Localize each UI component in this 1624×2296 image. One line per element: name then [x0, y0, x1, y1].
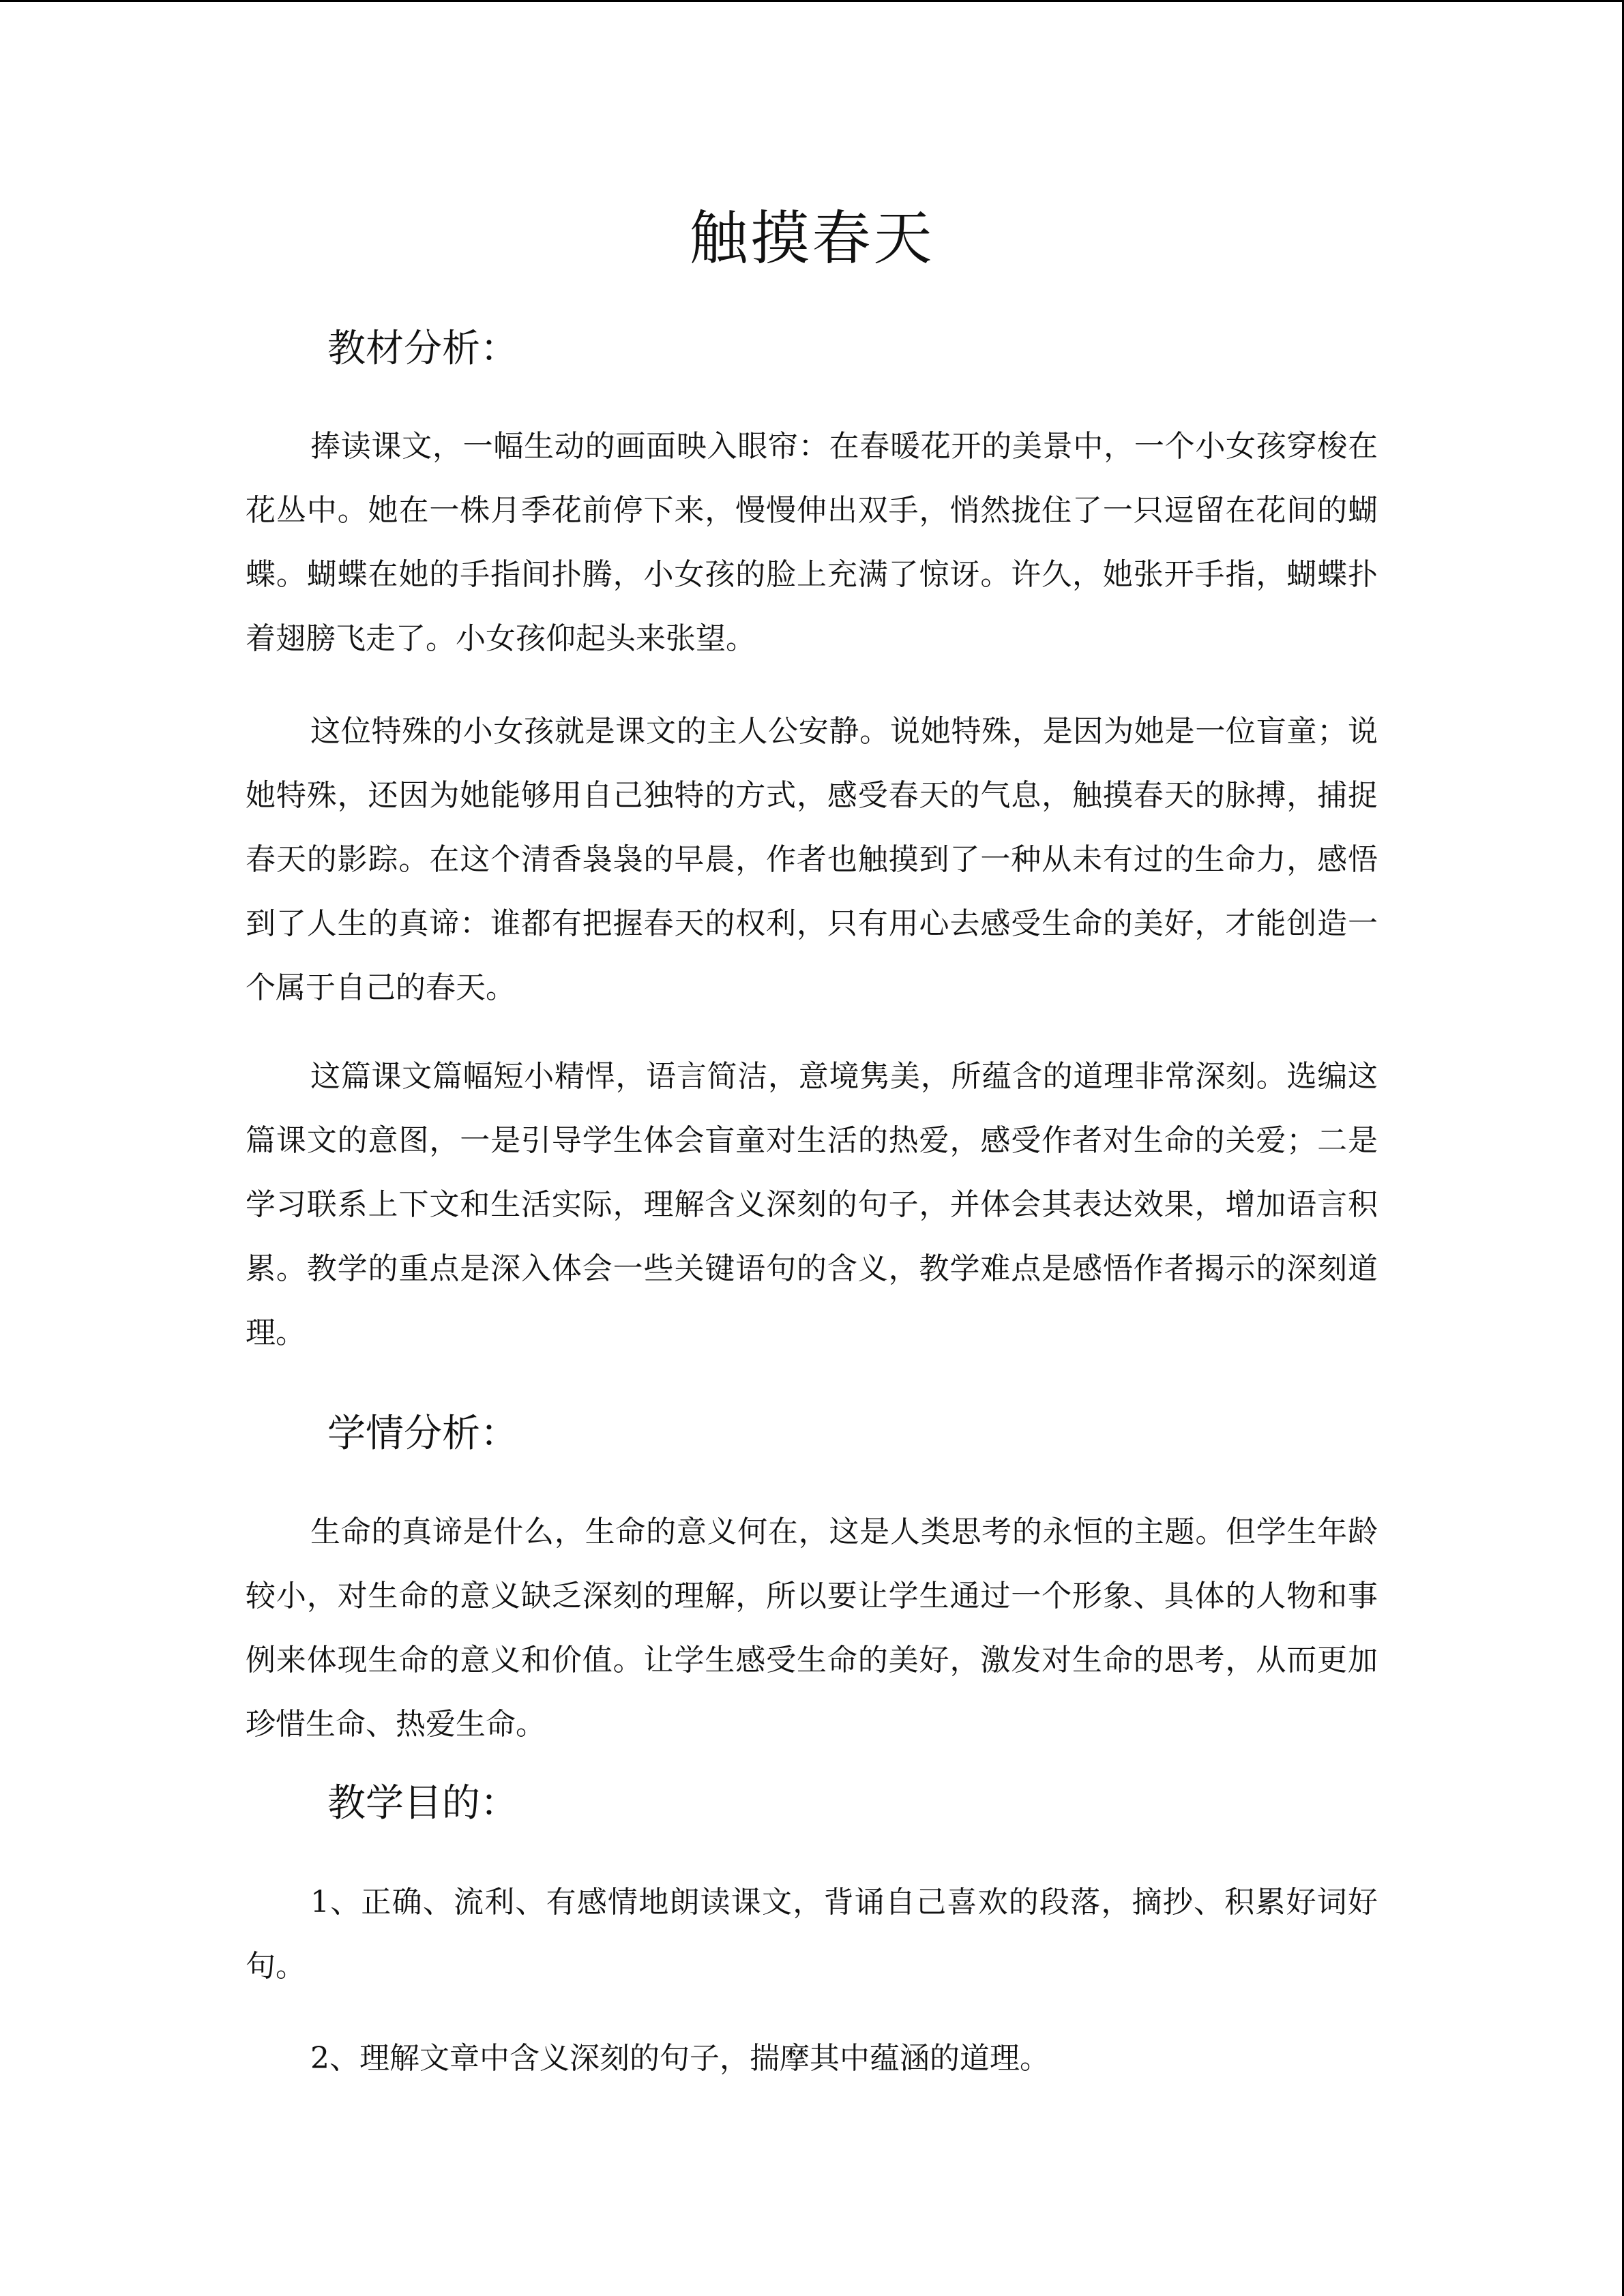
section-heading-teaching-objectives: 教学目的： [327, 1781, 518, 1825]
page-border-top [0, 0, 1624, 2]
paragraph: 捧读课文，一幅生动的画面映入眼帘：在春暖花开的美景中，一个小女孩穿梭在花丛中。她在一株月季花前停下来，慢慢伸出双手，悄然拢住了一只逗留在花间的蝴蝶。蝴蝶在她的手指间扑腾，小女孩的脸上充满了惊讶。许久，她张开手指，蝴蝶扑着翅膀飞走了。小女孩仰起头来张望。 [246, 429, 1378, 656]
paragraph: 这篇课文篇幅短小精悍，语言简洁，意境隽美，所蕴含的道理非常深刻。选编这篇课文的意图，一是引导学生体会盲童对生活的热爱，感受作者对生命的关爱；二是学习联系上下文和生活实际，理解含义深刻的句子，并体会其表达效果，增加语言积累。教学的重点是深入体会一些关键语句的含义，教学难点是感悟作者揭示的深刻道理。 [246, 1059, 1378, 1350]
paragraph: 这位特殊的小女孩就是课文的主人公安静。说她特殊，是因为她是一位盲童；说她特殊，还因为她能够用自己独特的方式，感受春天的气息，触摸春天的脉搏，捕捉春天的影踪。在这个清香袅袅的早晨，作者也触摸到了一种从未有过的生命力，感悟到了人生的真谛：谁都有把握春天的权利，只有用心去感受生命的美好，才能创造一个属于自己的春天。 [246, 714, 1378, 1005]
objective-item: 1、正确、流利、有感情地朗读课文，背诵自己喜欢的段落，摘抄、积累好词好句。 [246, 1885, 1378, 1984]
paragraph: 生命的真谛是什么，生命的意义何在，这是人类思考的永恒的主题。但学生年龄较小，对生命的意义缺乏深刻的理解，所以要让学生通过一个形象、具体的人物和事例来体现生命的意义和价值。让学生感受生命的美好，激发对生命的思考，从而更加珍惜生命、热爱生命。 [246, 1515, 1378, 1742]
section-heading-textbook-analysis: 教材分析： [327, 327, 518, 371]
section-heading-learner-analysis: 学情分析： [327, 1412, 518, 1456]
objective-item: 2、理解文章中含义深刻的句子，揣摩其中蕴涵的道理。 [310, 2041, 1050, 2076]
document-title: 触摸春天 [689, 205, 935, 273]
